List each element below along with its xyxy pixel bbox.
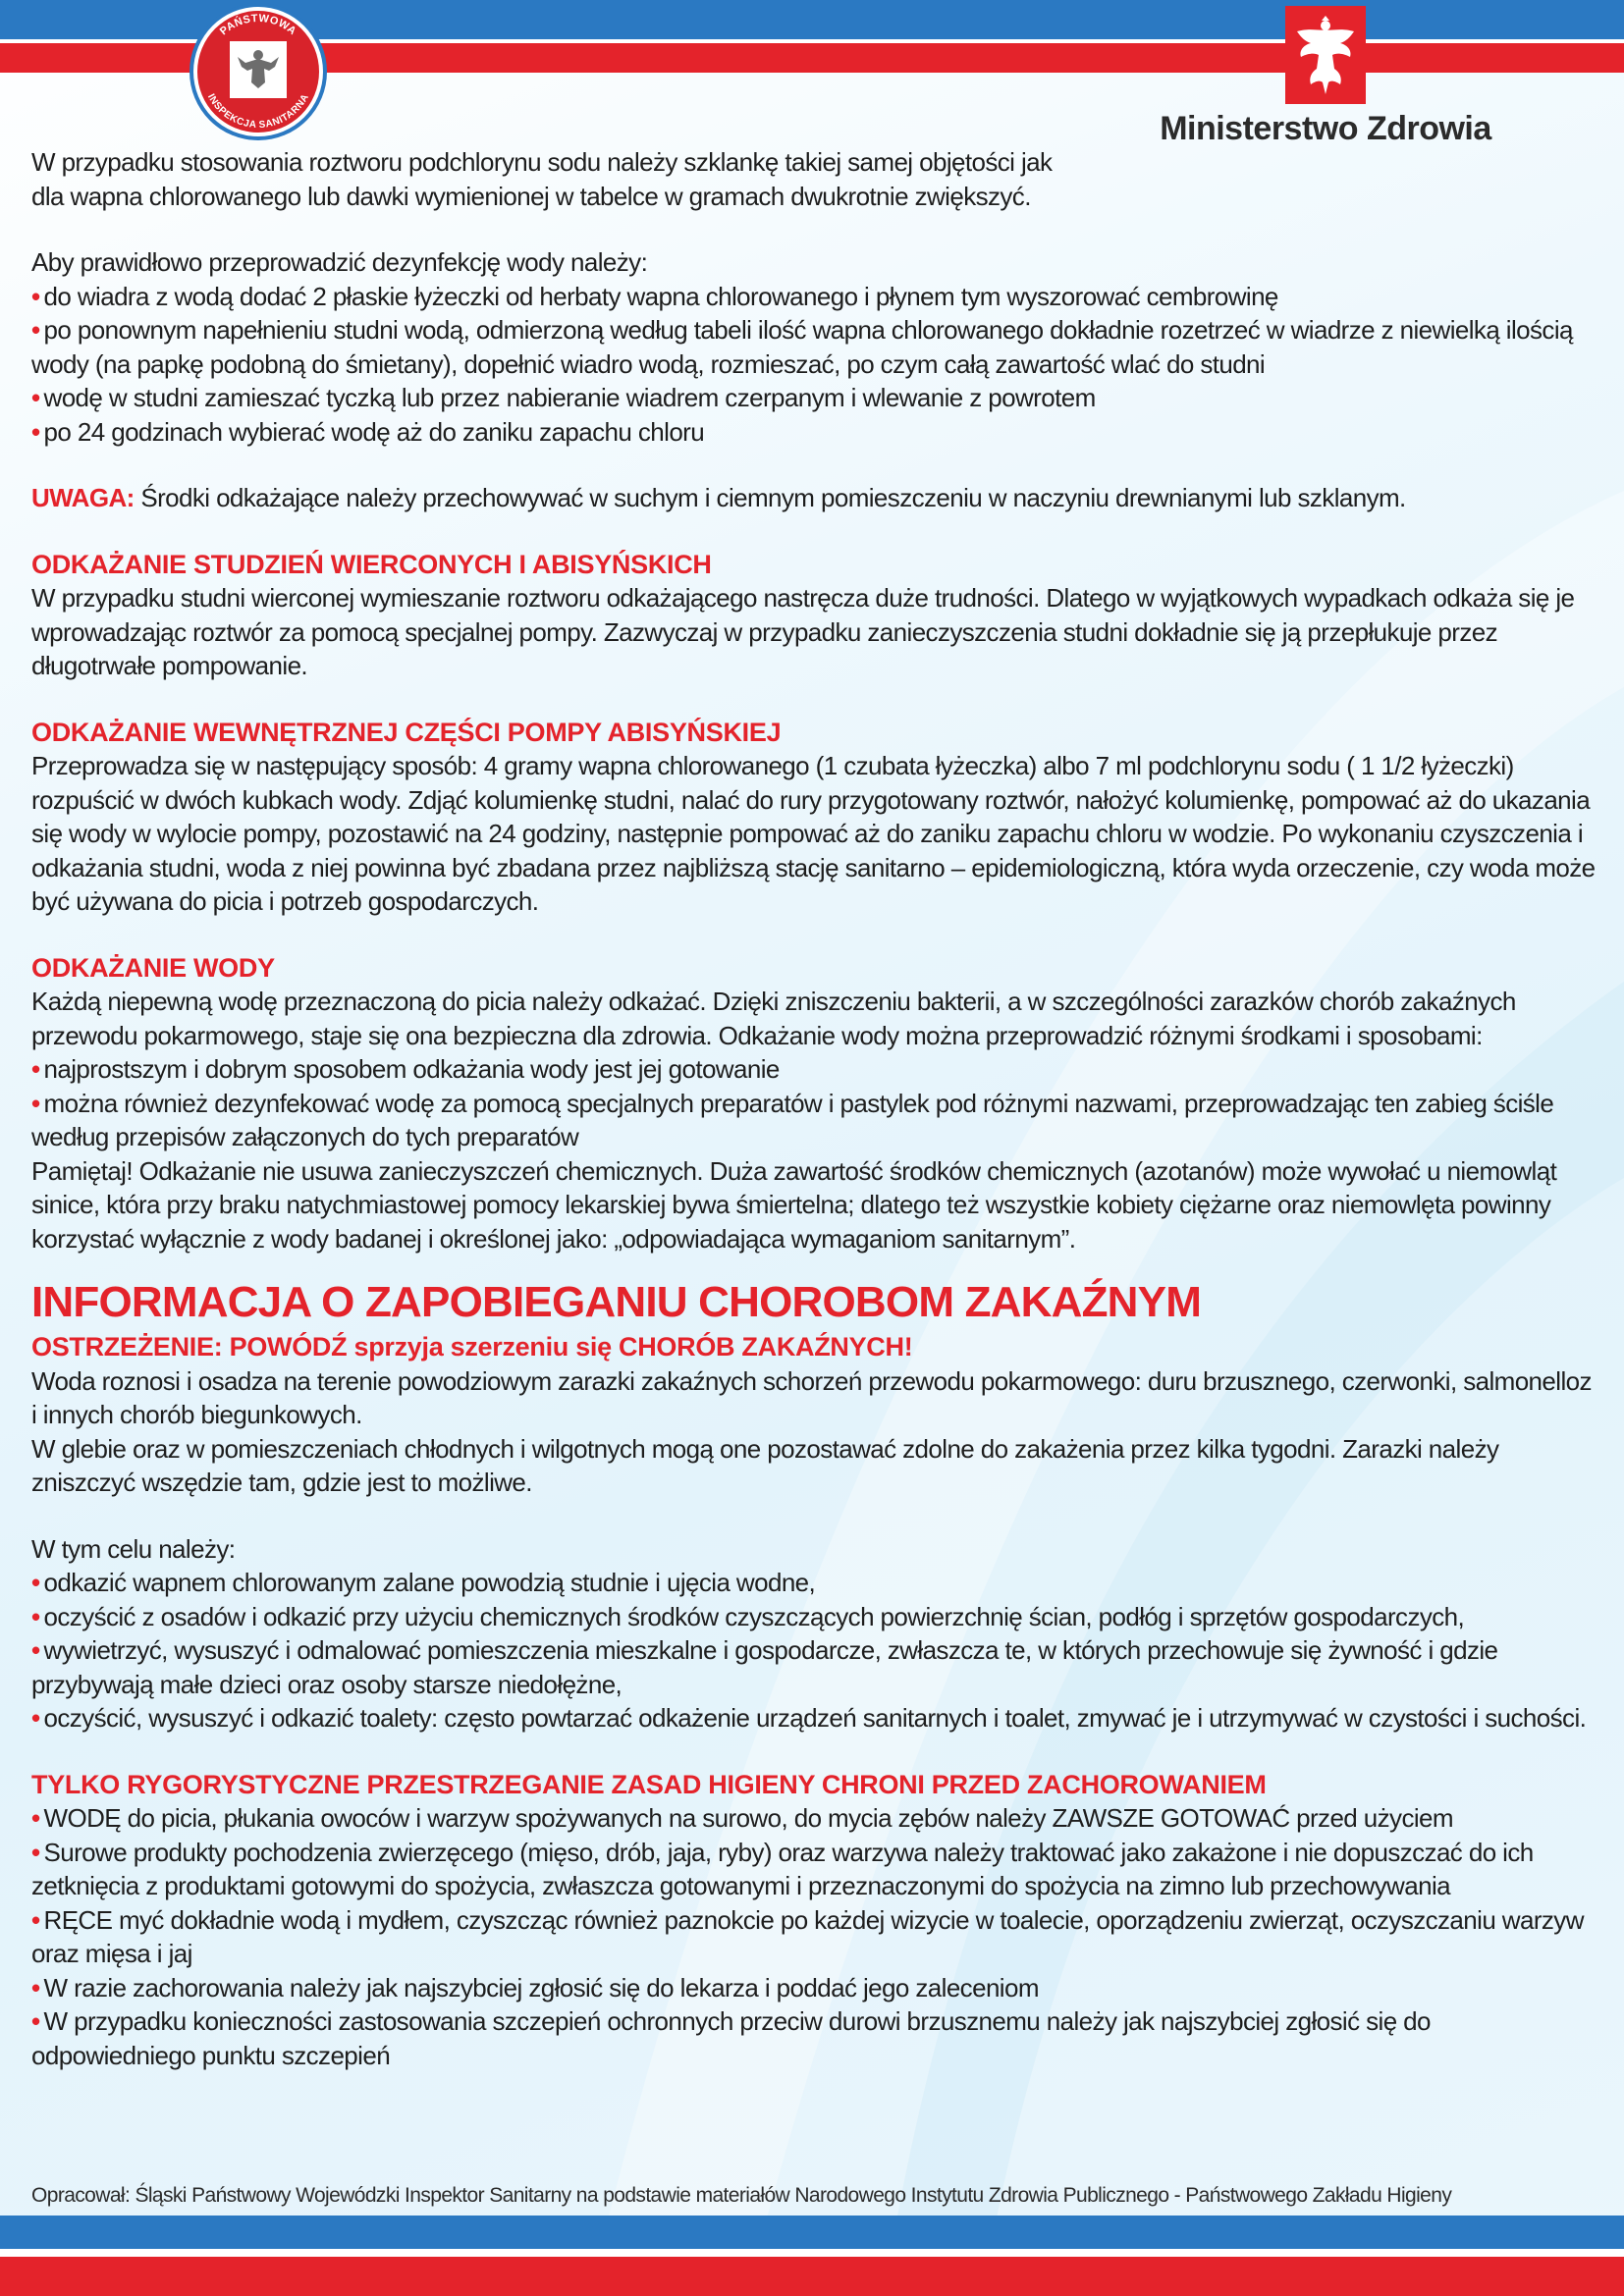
list-item: • oczyścić, wysuszyć i odkazić toalety: często powtarzać odkażenie urządzeń sanitarnych i toalet, zmywać je i utrzymywać w czystości i suchości. (31, 1703, 1587, 1733)
list-item: • można również dezynfekować wodę za pomocą specjalnych preparatów i pastylek pod różnymi nazwami, przeprowadzając ten zabieg ściśle według przepisów załączonych do tych preparatów (31, 1088, 1554, 1151)
list-item: • WODĘ do picia, płukania owoców i warzyw spożywanych na surowo, do mycia zębów należy ZAWSZE GOTOWAĆ przed użyciem (31, 1803, 1453, 1833)
list-item: • odkazić wapnem chlorowanym zalane powodzią studnie i ujęcia wodne, (31, 1568, 816, 1597)
section-text-drilled-wells: W przypadku studni wierconej wymieszanie roztworu odkażającego nastręcza duże trudności. Dlatego w wyjątkowych wypadkach odkaża się je wprowadzając roztwór za pomocą specjalnej pompy. Zazwyczaj w przypadku zanieczyszczenia studni dokładnie się ją przepłukuje przez długotrwałe pompowanie. (31, 583, 1575, 680)
flood-paragraph-2: W glebie oraz w pomieszczeniach chłodnych i wilgotnych mogą one pozostawać zdolne do zakażenia przez kilka tygodni. Zarazki należy zniszczyć wszędzie tam, gdzie jest to możliwe. (31, 1433, 1499, 1497)
list-item: • najprostszym i dobrym sposobem odkażania wody jest jej gotowanie (31, 1054, 780, 1084)
list-item: • W przypadku konieczności zastosowania szczepień ochronnych przeciw durowi brzusznemu należy jak najszybciej zgłosić się do odpowiedniego punktu szczepień (31, 2006, 1431, 2070)
list-item: • wywietrzyć, wysuszyć i odmalować pomieszczenia mieszkalne i gospodarcze, zwłaszcza te, w których przechowuje się żywność i gdzie przybywają małe dzieci oraz osoby starsze niedołężne, (31, 1635, 1498, 1699)
list-item: • po ponownym napełnieniu studni wodą, odmierzoną według tabeli ilość wapna chlorowanego dokładnie rozetrzeć w wiadrze z niewielką ilością wody (na papkę podobną do śmietany), dopełnić wiadro wodą, rozmieszać, po czym całą zawartość wlać do studni (31, 315, 1573, 379)
disinfection-lead: Aby prawidłowo przeprowadzić dezynfekcję wody należy: (31, 247, 648, 277)
ministry-of-health-logo (1139, 6, 1512, 153)
section-text-water-disinfection: Każdą niepewną wodę przeznaczoną do picia należy odkażać. Dzięki zniszczeniu bakterii, a w szczególności zarazków chorób zakaźnych przewodu pokarmowego, staje się ona bezpieczna dla zdrowia. Odkażanie wody można przeprowadzić różnymi środkami i sposobami: (31, 987, 1516, 1050)
warning-label: UWAGA: (31, 483, 135, 512)
badge-text-top: PAŃSTWOWA (217, 12, 299, 38)
remember-note: Pamiętaj! Odkażanie nie usuwa zanieczyszczeń chemicznych. Duża zawartość środków chemicznych (azotanów) może wywołać u niemowląt sinice, która przy braku natychmiastowej pomocy lekarskiej bywa śmiertelna; dlatego też wszystkie kobiety ciężarne oraz niemowlęta powinny korzystać wyłącznie z wody badanej i określonej jako: „odpowiadająca wymaganiom sanitarnym”. (31, 1155, 1557, 1254)
section-title-pump: ODKAŻANIE WEWNĘTRZNEJ CZĘŚCI POMPY ABISYŃSKIEJ (31, 717, 782, 747)
flood-paragraph-1: Woda roznosi i osadza na terenie powodziowym zarazki zakaźnych schorzeń przewodu pokarmowego: duru brzusznego, czerwonki, salmonelloz i innych chorób biegunkowych. (31, 1365, 1592, 1429)
intro-line-2: dla wapna chlorowanego lub dawki wymienionej w tabelce w gramach dwukrotnie zwiększyć. (31, 181, 1031, 211)
list-item: • Surowe produkty pochodzenia zwierzęcego (mięso, drób, jaja, ryby) oraz warzywa należy traktować jako zakażone i nie dopuszczać do ich zetknięcia z produktami gotowymi do spożycia, zwłaszcza gotowanymi i przeznaczonymi do spożycia na zimno lub przechowywania (31, 1837, 1534, 1900)
section-title-drilled-wells: ODKAŻANIE STUDZIEŃ WIERCONYCH I ABISYŃSKICH (31, 549, 712, 579)
sanitary-inspection-badge (187, 0, 330, 143)
flood-actions-lead: W tym celu należy: (31, 1533, 236, 1564)
polish-eagle-icon (1281, 6, 1370, 104)
section-title-water-disinfection: ODKAŻANIE WODY (31, 952, 275, 983)
intro-line-1: W przypadku stosowania roztworu podchlorynu sodu należy szklankę takiej samej objętości jak (31, 147, 1053, 177)
list-item: • W razie zachorowania należy jak najszybciej zgłosić się do lekarza i poddać jego zaleceniom (31, 1972, 1039, 2002)
author-credit: Opracował: Śląski Państwowy Wojewódzki Inspektor Sanitarny na podstawie materiałów Narodowego Instytutu Zdrowia Publicznego - Państwowego Zakładu Higieny (31, 2184, 1452, 2207)
storage-warning: UWAGA: Środki odkażające należy przechowywać w suchym i ciemnym pomieszczeniu w naczyniu drewnianymi lub szklanym. (31, 483, 1406, 512)
bottom-stripe-band (0, 2216, 1624, 2296)
main-content (31, 145, 1598, 2072)
ministry-name: Ministerstwo Zdrowia (1160, 110, 1491, 147)
list-item: • do wiadra z wodą dodać 2 płaskie łyżeczki od herbaty wapna chlorowanego i płynem tym wyszorować cembrowinę (31, 281, 1278, 311)
flood-warning-title: OSTRZEŻENIE: POWÓDŹ sprzyja szerzeniu się CHORÓB ZAKAŹNYCH! (31, 1332, 913, 1362)
list-item: • oczyścić z osadów i odkazić przy użyciu chemicznych środków czyszczących powierzchnię ścian, podłóg i sprzętów gospodarczych, (31, 1601, 1465, 1631)
hygiene-title: TYLKO RYGORYSTYCZNE PRZESTRZEGANIE ZASAD HIGIENY CHRONI PRZED ZACHOROWANIEM (31, 1769, 1267, 1799)
section-text-pump: Przeprowadza się w następujący sposób: 4 gramy wapna chlorowanego (1 czubata łyżeczka) albo 7 ml podchlorynu sodu ( 1 1/2 łyżeczki) rozpuścić w dwóch kubkach wody. Zdjąć kolumienkę studni, nalać do rury przygotowany roztwór, nałożyć kolumienkę, pompować aż do ukazania się wody w wylocie pompy, pozostawić na 24 godziny, następnie pompować aż do zaniku zapachu chloru w wodzie. Po wykonaniu czyszczenia i odkażania studni, woda z niej powinna być zbadana przez najbliższą stację sanitarno – epidemiologiczną, która wyda orzeczenie, czy woda może być używana do picia i potrzeb gospodarczych. (31, 751, 1596, 916)
list-item: • po 24 godzinach wybierać wodę aż do zaniku zapachu chloru (31, 416, 705, 447)
badge-text-bottom: INSPEKCJA SANITARNA (204, 91, 312, 132)
list-item: • RĘCE myć dokładnie wodą i mydłem, czyszcząc również paznokcie po każdej wizycie w toalecie, oporządzeniu zwierząt, oczyszczaniu warzyw oraz mięsa i jaj (31, 1904, 1584, 1968)
info-main-title: INFORMACJA O ZAPOBIEGANIU CHOROBOM ZAKAŹNYM (31, 1278, 1202, 1326)
list-item: • wodę w studni zamieszać tyczką lub przez nabieranie wiadrem czerpanym i wlewanie z powrotem (31, 383, 1096, 412)
